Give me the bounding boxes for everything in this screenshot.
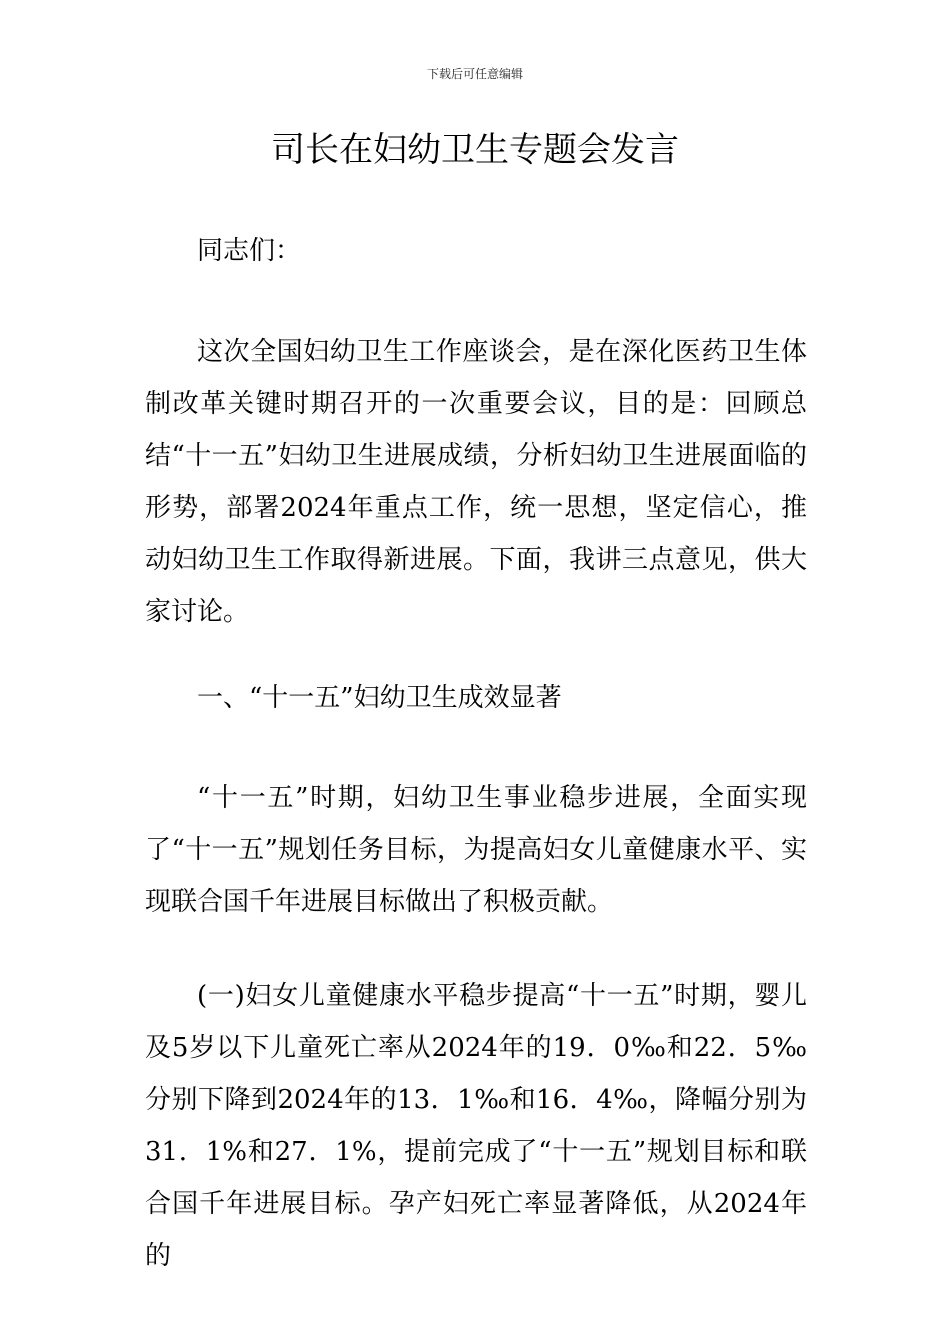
subsection-paragraph: (一)妇女儿童健康水平稳步提高“十一五”时期，婴儿及5岁以下儿童死亡率从2024年的19．0‰和22．5‰分别下降到2024年的13．1‰和16．4‰，降幅分别为31．1%和27．1%，提前完成了“十一五”规划目标和联合国千年进展目标。孕产妇死亡率显著降低，从2024年的 [145, 981, 807, 1271]
intro-paragraph: 这次全国妇幼卫生工作座谈会，是在深化医药卫生体制改革关键时期召开的一次重要会议，目的是：回顾总结“十一五”妇幼卫生进展成绩，分析妇幼卫生进展面临的形势，部署2024年重点工作，统一思想，坚定信心，推动妇幼卫生工作取得新进展。下面，我讲三点意见，供大家讨论。 [145, 337, 807, 627]
section-heading: 一、“十一五”妇幼卫生成效显著 [197, 683, 562, 713]
document-title: 司长在妇幼卫生专题会发言 [271, 130, 679, 170]
section-paragraph: “十一五”时期，妇幼卫生事业稳步进展，全面实现了“十一五”规划任务目标，为提高妇女儿童健康水平、实现联合国千年进展目标做出了积极贡献。 [145, 783, 807, 917]
download-note: 下载后可任意编辑 [426, 67, 523, 81]
greeting-paragraph: 同志们： [197, 236, 302, 266]
